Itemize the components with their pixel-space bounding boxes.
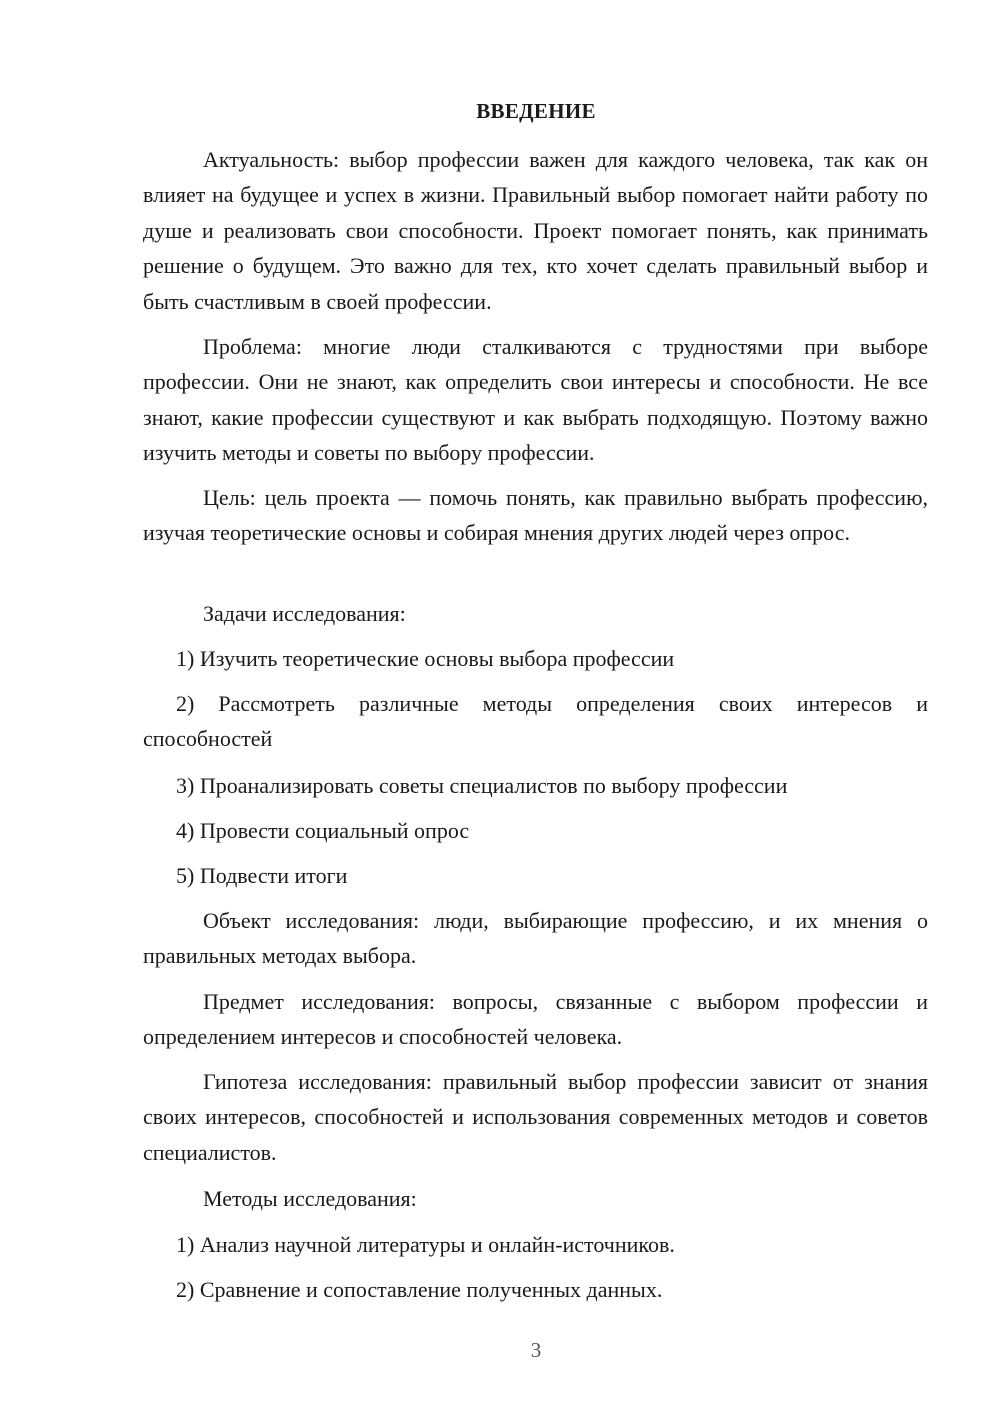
- method-item: 1) Анализ научной литературы и онлайн-источников.: [176, 1232, 675, 1257]
- hypothesis-paragraph: Гипотеза исследования: правильный выбор профессии зависит от знания своих интересов, способностей и использования современных методов и советов специалистов.: [143, 1069, 928, 1165]
- task-item: 3) Проанализировать советы специалистов по выбору профессии: [176, 773, 788, 798]
- subject-paragraph: Предмет исследования: вопросы, связанные с выбором профессии и определением интересов и способностей человека.: [143, 989, 928, 1050]
- task-item: 1) Изучить теоретические основы выбора профессии: [176, 646, 675, 671]
- method-item: 2) Сравнение и сопоставление полученных данных.: [176, 1277, 663, 1302]
- relevance-paragraph: Актуальность: выбор профессии важен для каждого человека, так как он влияет на будущее и успех в жизни. Правильный выбор помогает найти работу по душе и реализовать свои способности. Проект помогает понять, как принимать решение о будущем. Это важно для тех, кто хочет сделать правильный выбор и быть счастливым в своей профессии.: [143, 147, 928, 314]
- task-item: 2) Рассмотреть различные методы определения своих интересов и способностей: [143, 691, 928, 752]
- problem-paragraph: Проблема: многие люди сталкиваются с трудностями при выборе профессии. Они не знают, как определить свои интересы и способности. Не все знают, какие профессии существуют и как выбрать подходящую. Поэтому важно изучить методы и советы по выбору профессии.: [143, 334, 928, 466]
- task-item: 4) Провести социальный опрос: [176, 818, 470, 843]
- goal-paragraph: Цель: цель проекта — помочь понять, как правильно выбрать профессию, изучая теоретические основы и собирая мнения других людей через опрос.: [143, 485, 928, 546]
- object-paragraph: Объект исследования: люди, выбирающие профессию, и их мнения о правильных методах выбора.: [143, 908, 928, 969]
- tasks-heading: Задачи исследования:: [203, 601, 406, 626]
- page-number: 3: [530, 1338, 542, 1362]
- methods-heading: Методы исследования:: [203, 1186, 417, 1211]
- task-item: 5) Подвести итоги: [176, 863, 348, 888]
- page-title: ВВЕДЕНИЕ: [476, 99, 596, 123]
